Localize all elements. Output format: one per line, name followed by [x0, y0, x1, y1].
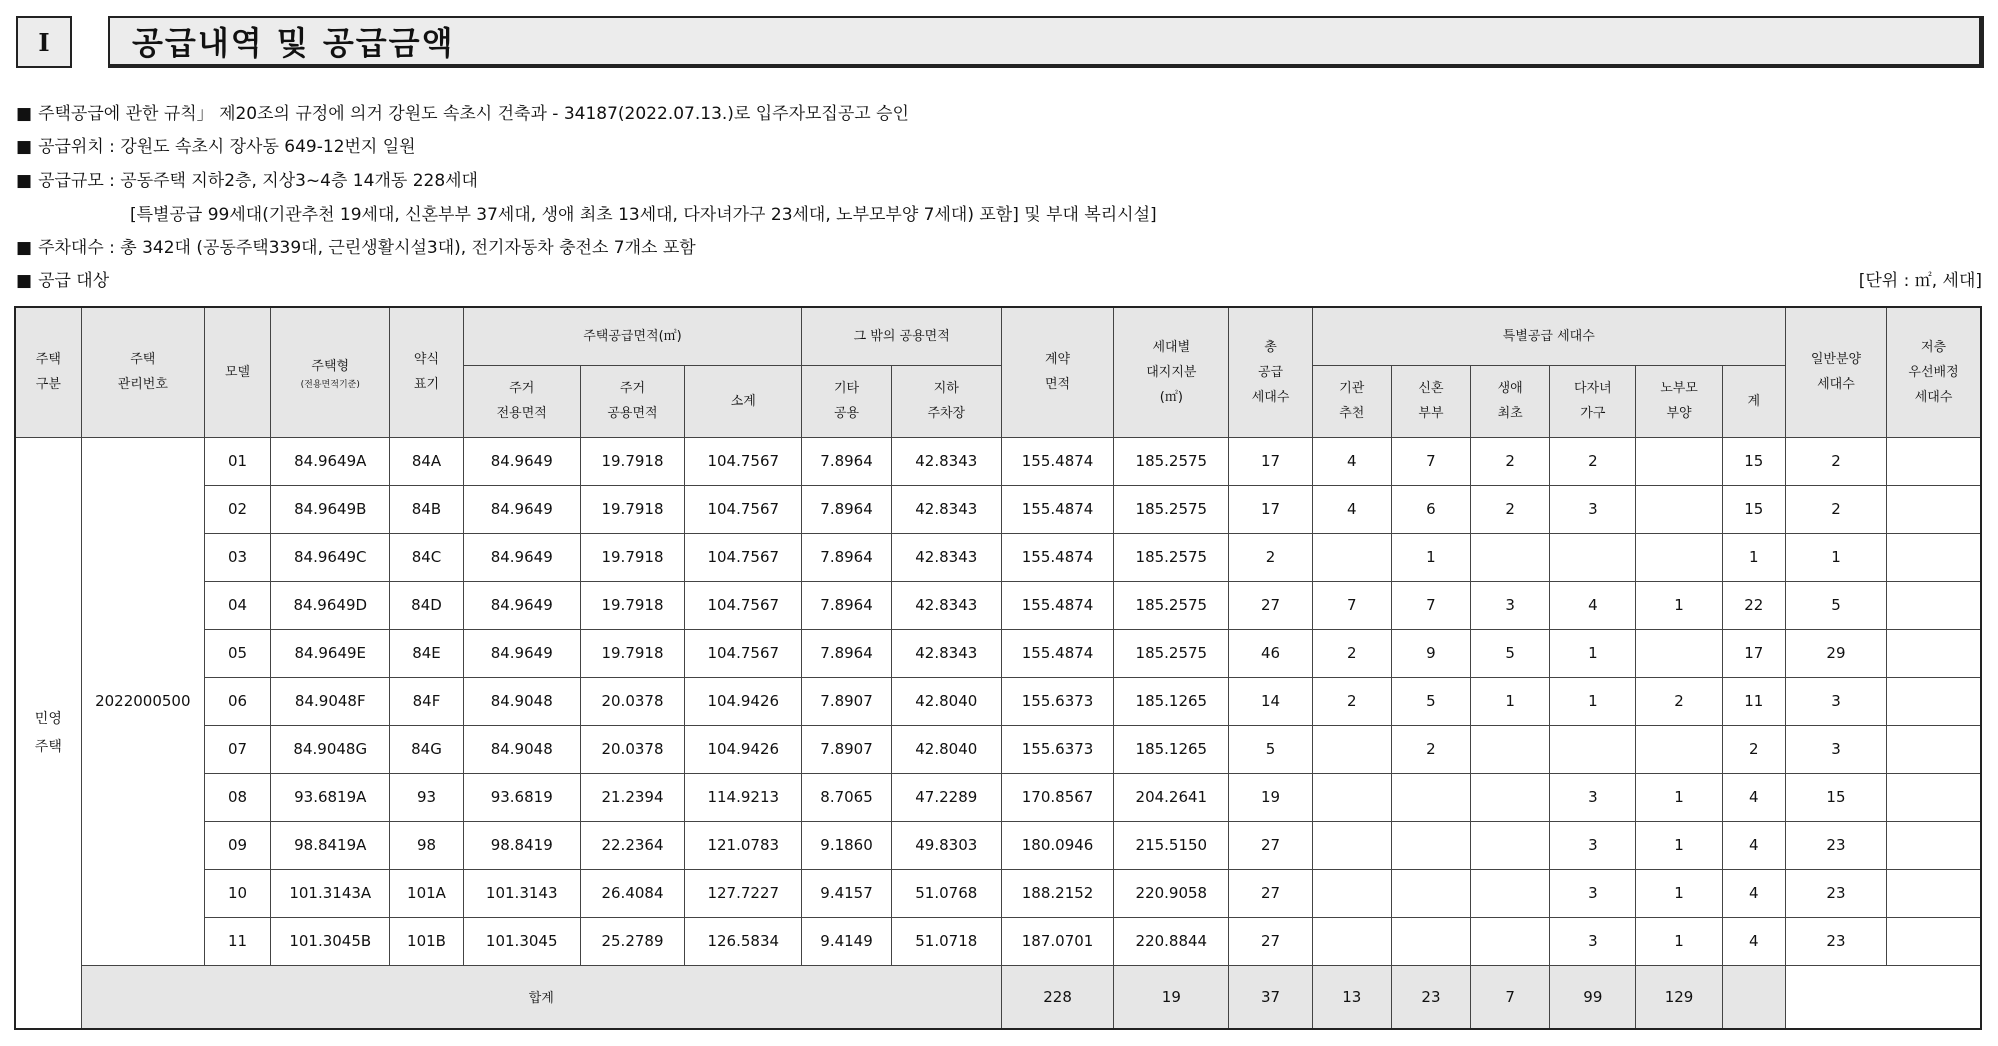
table-cell: 19.7918 [580, 629, 684, 677]
table-cell: 4 [1722, 773, 1785, 821]
table-cell: 4 [1722, 917, 1785, 965]
table-cell: 51.0718 [891, 917, 1001, 965]
total-cell: 19 [1114, 965, 1229, 1029]
table-cell: 5 [1471, 629, 1550, 677]
table-cell [1471, 821, 1550, 869]
table-cell: 185.2575 [1114, 533, 1229, 581]
table-cell: 104.7567 [685, 629, 802, 677]
table-cell: 11 [204, 917, 270, 965]
table-cell: 01 [204, 437, 270, 485]
table-cell: 26.4084 [580, 869, 684, 917]
table-row [15, 437, 1981, 485]
table-cell: 98.8419A [271, 821, 390, 869]
table-cell: 3 [1471, 581, 1550, 629]
bullet-square-icon: ■ [16, 104, 33, 124]
table-cell: 3 [1550, 917, 1636, 965]
table-cell: 27 [1229, 917, 1312, 965]
table-cell: 4 [1722, 821, 1785, 869]
table-cell: 155.4874 [1001, 581, 1113, 629]
table-cell [1887, 917, 1981, 965]
th-total-supply: 총 공급 세대수 [1229, 307, 1312, 437]
table-row [15, 581, 1981, 629]
table-cell: 7.8964 [802, 581, 891, 629]
table-cell: 5 [1391, 677, 1470, 725]
table-cell: 101.3143A [271, 869, 390, 917]
table-cell: 2 [1391, 725, 1470, 773]
unit-note: [단위 : ㎡, 세대] [1858, 271, 1982, 291]
bullet-square-icon: ■ [16, 171, 33, 191]
table-cell [1391, 917, 1470, 965]
table-cell: 1 [1636, 773, 1722, 821]
table-cell: 185.2575 [1114, 437, 1229, 485]
table-cell: 104.7567 [685, 581, 802, 629]
table-cell: 93.6819 [463, 773, 580, 821]
table-cell: 101.3045 [463, 917, 580, 965]
table-cell: 7.8964 [802, 533, 891, 581]
table-cell: 17 [1722, 629, 1785, 677]
table-cell: 3 [1785, 725, 1886, 773]
table-cell: 22 [1722, 581, 1785, 629]
total-cell: 129 [1636, 965, 1722, 1029]
table-cell: 3 [1550, 485, 1636, 533]
table-cell: 20.0378 [580, 725, 684, 773]
table-cell: 42.8343 [891, 533, 1001, 581]
total-cell: 99 [1550, 965, 1636, 1029]
table-cell: 104.7567 [685, 437, 802, 485]
table-cell: 104.9426 [685, 725, 802, 773]
table-cell: 98 [390, 821, 463, 869]
table-cell: 185.1265 [1114, 677, 1229, 725]
table-cell: 220.8844 [1114, 917, 1229, 965]
th-first-time: 생애 최초 [1471, 365, 1550, 437]
supply-table [14, 306, 1982, 1030]
total-row [15, 965, 1981, 1029]
info-line-target: ■ 공급 대상 [단위 : ㎡, 세대] [16, 271, 1982, 291]
table-cell [1636, 725, 1722, 773]
table-cell: 155.4874 [1001, 533, 1113, 581]
table-cell: 1 [1550, 629, 1636, 677]
table-row [15, 677, 1981, 725]
table-cell: 155.4874 [1001, 629, 1113, 677]
table-cell: 7.8964 [802, 629, 891, 677]
th-multi-child: 다자녀 가구 [1550, 365, 1636, 437]
table-cell: 204.2641 [1114, 773, 1229, 821]
total-cell: 228 [1001, 965, 1113, 1029]
table-cell: 19 [1229, 773, 1312, 821]
bullet-square-icon: ■ [16, 238, 33, 258]
table-cell: 4 [1550, 581, 1636, 629]
table-cell: 5 [1229, 725, 1312, 773]
table-cell [1887, 725, 1981, 773]
table-cell [1887, 533, 1981, 581]
table-row [15, 869, 1981, 917]
table-cell: 42.8040 [891, 725, 1001, 773]
table-cell: 84F [390, 677, 463, 725]
table-cell: 1 [1636, 869, 1722, 917]
info-line-scale: ■ 공급규모 : 공동주택 지하2층, 지상3~4층 14개동 228세대 [16, 171, 478, 191]
table-cell: 84B [390, 485, 463, 533]
table-cell: 47.2289 [891, 773, 1001, 821]
table-cell: 17 [1229, 485, 1312, 533]
table-cell: 09 [204, 821, 270, 869]
table-cell: 42.8343 [891, 629, 1001, 677]
table-cell: 2 [1785, 485, 1886, 533]
table-cell: 84.9649A [271, 437, 390, 485]
th-subtotal: 소계 [685, 365, 802, 437]
table-cell: 84.9649E [271, 629, 390, 677]
th-institution: 기관 추천 [1312, 365, 1391, 437]
table-cell: 101B [390, 917, 463, 965]
th-other-common: 그 밖의 공용면적 [802, 307, 1002, 365]
th-model: 모델 [204, 307, 270, 437]
total-cell: 37 [1229, 965, 1312, 1029]
th-general: 일반분양 세대수 [1785, 307, 1886, 437]
total-cell: 7 [1471, 965, 1550, 1029]
table-cell: 185.1265 [1114, 725, 1229, 773]
table-row [15, 533, 1981, 581]
table-row [15, 917, 1981, 965]
table-cell: 170.8567 [1001, 773, 1113, 821]
table-cell: 84A [390, 437, 463, 485]
table-cell: 42.8040 [891, 677, 1001, 725]
table-row [15, 629, 1981, 677]
table-cell: 19.7918 [580, 485, 684, 533]
table-cell [1636, 533, 1722, 581]
table-cell: 84.9048 [463, 677, 580, 725]
info-line-approval: ■ 주택공급에 관한 규칙」 제20조의 규정에 의거 강원도 속초시 건축과 - 34187(2022.07.13.)로 입주자모집공고 승인 [16, 104, 909, 124]
table-cell: 101A [390, 869, 463, 917]
th-housing-type: 주택 구분 [15, 307, 81, 437]
table-cell: 20.0378 [580, 677, 684, 725]
table-cell: 27 [1229, 821, 1312, 869]
table-cell: 185.2575 [1114, 581, 1229, 629]
table-cell: 9.4157 [802, 869, 891, 917]
th-common-area: 주거 공용면적 [580, 365, 684, 437]
table-cell: 3 [1785, 677, 1886, 725]
table-cell: 23 [1785, 917, 1886, 965]
info-line-location: ■ 공급위치 : 강원도 속초시 장사동 649-12번지 일원 [16, 137, 416, 157]
table-cell: 1 [1636, 917, 1722, 965]
table-cell: 84.9649 [463, 437, 580, 485]
section-title: 공급내역 및 공급금액 [108, 16, 1984, 68]
table-cell: 2 [1785, 437, 1886, 485]
table-cell: 9.4149 [802, 917, 891, 965]
table-cell [1887, 677, 1981, 725]
table-cell: 14 [1229, 677, 1312, 725]
bullet-square-icon: ■ [16, 271, 33, 291]
table-cell: 104.9426 [685, 677, 802, 725]
th-house-type: 주택형 (전용면적기준) [271, 307, 390, 437]
th-newlywed: 신혼 부부 [1391, 365, 1470, 437]
table-cell: 3 [1550, 821, 1636, 869]
th-etc-common: 기타 공용 [802, 365, 891, 437]
table-cell: 4 [1722, 869, 1785, 917]
th-abbr: 약식 표기 [390, 307, 463, 437]
info-line-parking: ■ 주차대수 : 총 342대 (공동주택339대, 근린생활시설3대), 전기자동차 충전소 7개소 포함 [16, 238, 696, 258]
total-label: 합계 [81, 965, 1001, 1029]
table-cell: 2 [1550, 437, 1636, 485]
housing-type-cell: 민영 주택 [15, 437, 81, 1029]
table-cell: 46 [1229, 629, 1312, 677]
table-cell: 185.2575 [1114, 629, 1229, 677]
table-cell: 15 [1722, 437, 1785, 485]
table-cell: 19.7918 [580, 533, 684, 581]
table-cell: 155.4874 [1001, 485, 1113, 533]
info-line-special-detail: [특별공급 99세대(기관추천 19세대, 신혼부부 37세대, 생애 최초 13세대, 다자녀가구 23세대, 노부모부양 7세대) 포함] 및 부대 복리시설] [130, 205, 1157, 225]
table-cell: 19.7918 [580, 437, 684, 485]
total-cell: 23 [1391, 965, 1470, 1029]
table-cell [1550, 533, 1636, 581]
table-cell: 49.8303 [891, 821, 1001, 869]
table-cell: 84.9649 [463, 485, 580, 533]
table-cell: 9.1860 [802, 821, 891, 869]
table-cell: 1 [1550, 677, 1636, 725]
table-cell: 1 [1471, 677, 1550, 725]
table-cell: 4 [1312, 485, 1391, 533]
total-cell [1722, 965, 1785, 1029]
table-cell: 104.7567 [685, 485, 802, 533]
table-cell: 02 [204, 485, 270, 533]
table-cell: 15 [1785, 773, 1886, 821]
table-cell: 22.2364 [580, 821, 684, 869]
table-cell [1391, 869, 1470, 917]
table-cell: 5 [1785, 581, 1886, 629]
table-cell: 2 [1636, 677, 1722, 725]
table-row [15, 773, 1981, 821]
table-cell: 1 [1722, 533, 1785, 581]
table-cell: 7 [1391, 581, 1470, 629]
table-cell: 05 [204, 629, 270, 677]
table-row [15, 821, 1981, 869]
table-cell: 3 [1550, 869, 1636, 917]
table-cell: 21.2394 [580, 773, 684, 821]
table-cell: 84.9649D [271, 581, 390, 629]
table-cell [1471, 533, 1550, 581]
table-cell: 180.0946 [1001, 821, 1113, 869]
table-cell [1550, 725, 1636, 773]
table-cell: 1 [1636, 581, 1722, 629]
table-cell: 1 [1636, 821, 1722, 869]
table-cell [1312, 869, 1391, 917]
table-cell: 1 [1391, 533, 1470, 581]
table-cell: 04 [204, 581, 270, 629]
th-low-floor: 저층 우선배정 세대수 [1887, 307, 1981, 437]
table-cell: 25.2789 [580, 917, 684, 965]
table-cell [1636, 437, 1722, 485]
table-cell: 84.9649B [271, 485, 390, 533]
table-cell [1887, 485, 1981, 533]
table-cell: 08 [204, 773, 270, 821]
th-supply-area: 주택공급면적(㎡) [463, 307, 802, 365]
table-cell: 84.9048 [463, 725, 580, 773]
table-row [15, 725, 1981, 773]
section-number: I [16, 16, 72, 68]
table-cell: 114.9213 [685, 773, 802, 821]
table-cell: 9 [1391, 629, 1470, 677]
table-cell [1312, 773, 1391, 821]
th-land-share: 세대별 대지지분 (㎡) [1114, 307, 1229, 437]
table-cell: 2 [1312, 677, 1391, 725]
table-cell: 03 [204, 533, 270, 581]
table-cell: 7.8964 [802, 437, 891, 485]
table-cell: 215.5150 [1114, 821, 1229, 869]
table-cell: 84.9649C [271, 533, 390, 581]
table-cell: 84.9649 [463, 581, 580, 629]
table-cell: 84.9649 [463, 533, 580, 581]
table-cell [1887, 629, 1981, 677]
table-cell: 10 [204, 869, 270, 917]
table-cell: 51.0768 [891, 869, 1001, 917]
bullet-square-icon: ■ [16, 137, 33, 157]
table-cell: 84.9649 [463, 629, 580, 677]
table-cell: 101.3045B [271, 917, 390, 965]
table-cell: 7.8907 [802, 725, 891, 773]
table-cell [1887, 821, 1981, 869]
table-cell: 42.8343 [891, 581, 1001, 629]
table-cell: 84C [390, 533, 463, 581]
total-cell: 13 [1312, 965, 1391, 1029]
table-cell: 27 [1229, 581, 1312, 629]
table-cell: 8.7065 [802, 773, 891, 821]
table-cell: 84G [390, 725, 463, 773]
table-cell: 155.4874 [1001, 437, 1113, 485]
table-cell [1887, 773, 1981, 821]
table-cell: 155.6373 [1001, 677, 1113, 725]
table-cell: 98.8419 [463, 821, 580, 869]
supply-table-body [15, 437, 1981, 1029]
table-cell: 17 [1229, 437, 1312, 485]
th-parking: 지하 주차장 [891, 365, 1001, 437]
mgmt-no-cell: 2022000500 [81, 437, 204, 965]
table-cell: 29 [1785, 629, 1886, 677]
table-cell: 84.9048F [271, 677, 390, 725]
table-cell [1636, 485, 1722, 533]
table-cell: 84.9048G [271, 725, 390, 773]
table-cell: 1 [1785, 533, 1886, 581]
table-cell [1887, 437, 1981, 485]
th-contract-area: 계약 면적 [1001, 307, 1113, 437]
table-cell: 7 [1312, 581, 1391, 629]
table-cell: 121.0783 [685, 821, 802, 869]
table-cell: 42.8343 [891, 437, 1001, 485]
table-cell [1471, 773, 1550, 821]
th-mgmt-no: 주택 관리번호 [81, 307, 204, 437]
table-cell: 93.6819A [271, 773, 390, 821]
table-cell [1312, 917, 1391, 965]
table-cell: 06 [204, 677, 270, 725]
table-cell: 07 [204, 725, 270, 773]
table-cell [1636, 629, 1722, 677]
table-cell: 23 [1785, 869, 1886, 917]
section-header [16, 16, 1984, 70]
table-cell: 84D [390, 581, 463, 629]
table-cell [1391, 821, 1470, 869]
table-cell: 19.7918 [580, 581, 684, 629]
table-cell [1312, 725, 1391, 773]
table-cell: 127.7227 [685, 869, 802, 917]
table-cell: 220.9058 [1114, 869, 1229, 917]
table-cell: 2 [1312, 629, 1391, 677]
table-cell [1471, 917, 1550, 965]
table-cell: 188.2152 [1001, 869, 1113, 917]
table-cell [1312, 821, 1391, 869]
table-cell: 2 [1229, 533, 1312, 581]
table-cell: 42.8343 [891, 485, 1001, 533]
table-cell [1887, 869, 1981, 917]
th-special-sum: 계 [1722, 365, 1785, 437]
table-cell: 6 [1391, 485, 1470, 533]
table-cell: 84E [390, 629, 463, 677]
table-cell [1471, 725, 1550, 773]
table-cell [1312, 533, 1391, 581]
table-cell: 7.8907 [802, 677, 891, 725]
table-cell [1471, 869, 1550, 917]
table-cell: 101.3143 [463, 869, 580, 917]
th-special-supply: 특별공급 세대수 [1312, 307, 1785, 365]
table-cell: 126.5834 [685, 917, 802, 965]
th-elder-support: 노부모 부양 [1636, 365, 1722, 437]
table-cell: 7.8964 [802, 485, 891, 533]
table-cell: 27 [1229, 869, 1312, 917]
table-cell: 11 [1722, 677, 1785, 725]
table-cell: 15 [1722, 485, 1785, 533]
table-cell [1887, 581, 1981, 629]
table-cell: 2 [1722, 725, 1785, 773]
table-cell [1391, 773, 1470, 821]
table-cell: 3 [1550, 773, 1636, 821]
th-exclusive-area: 주거 전용면적 [463, 365, 580, 437]
table-row [15, 485, 1981, 533]
table-cell: 2 [1471, 437, 1550, 485]
table-cell: 23 [1785, 821, 1886, 869]
table-cell: 7 [1391, 437, 1470, 485]
table-cell: 155.6373 [1001, 725, 1113, 773]
table-cell: 4 [1312, 437, 1391, 485]
table-cell: 185.2575 [1114, 485, 1229, 533]
table-cell: 187.0701 [1001, 917, 1113, 965]
table-cell: 93 [390, 773, 463, 821]
table-cell: 104.7567 [685, 533, 802, 581]
table-cell: 2 [1471, 485, 1550, 533]
